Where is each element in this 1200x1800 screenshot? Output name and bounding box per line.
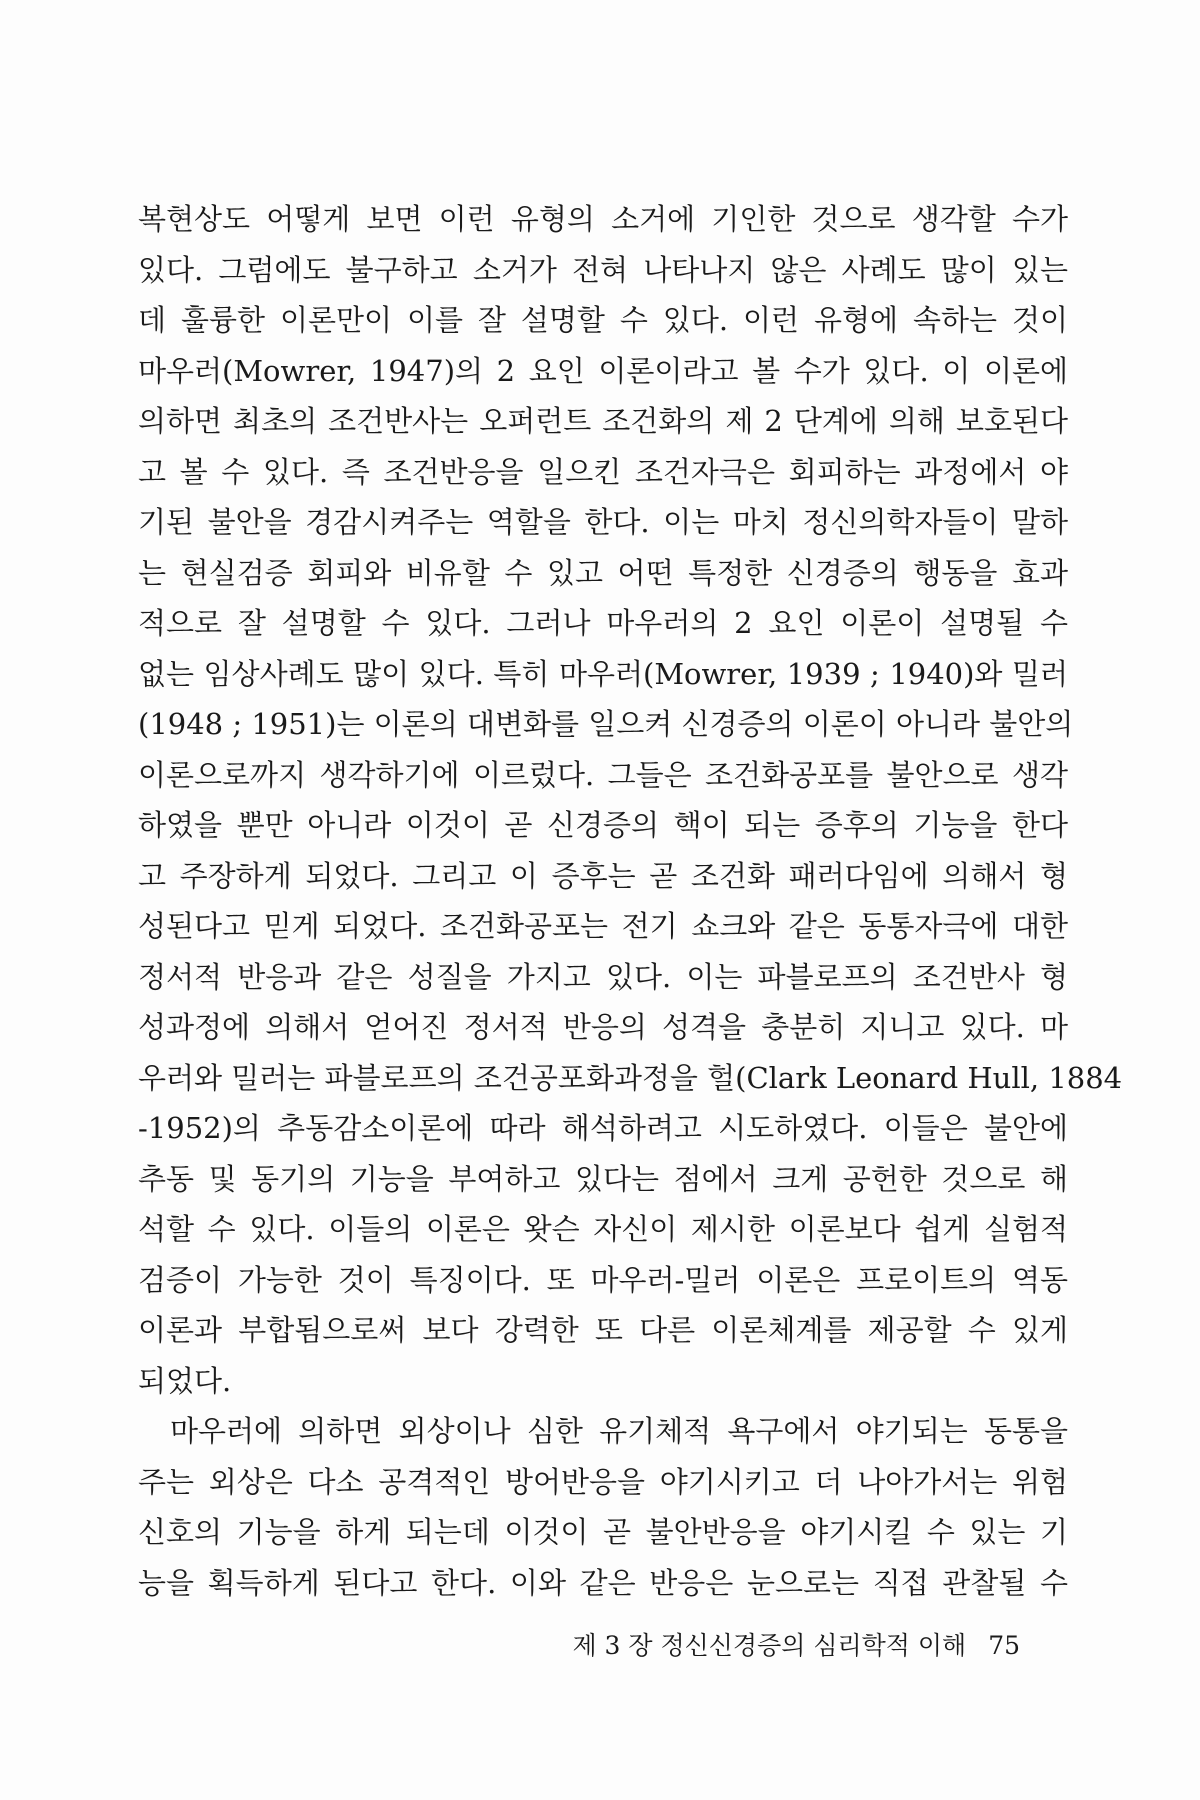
text-line: 기된 불안을 경감시켜주는 역할을 한다. 이는 마치 정신의학자들이 말하 [138, 505, 1068, 539]
text-line: 고 볼 수 있다. 즉 조건반응을 일으킨 조건자극은 회피하는 과정에서 야 [138, 454, 1068, 489]
text-line: 정서적 반응과 같은 성질을 가지고 있다. 이는 파블로프의 조건반사 형 [138, 959, 1068, 994]
body-text [138, 194, 1123, 1608]
text-line: (1948 ; 1951)는 이론의 대변화를 일으켜 신경증의 이론이 아니라 불안의 [138, 707, 1074, 741]
text-line: -1952)의 추동감소이론에 따라 해석하려고 시도하였다. 이들은 불안에 [138, 1111, 1068, 1145]
text-line: 되었다. [138, 1363, 232, 1398]
text-line: 우러와 밀러는 파블로프의 조건공포화과정을 헐(Clark Leonard Hull, 1884 [138, 1060, 1123, 1095]
text-line: 의하면 최초의 조건반사는 오퍼런트 조건화의 제 2 단계에 의해 보호된다 [138, 404, 1068, 438]
paragraph-start-line: 마우러에 의하면 외상이나 심한 유기체적 욕구에서 야기되는 동통을 [170, 1414, 1068, 1448]
text-line: 있다. 그럼에도 불구하고 소거가 전혀 나타나지 않은 사례도 많이 있는 [138, 252, 1068, 287]
text-line: 복현상도 어떻게 보면 이런 유형의 소거에 기인한 것으로 생각할 수가 [138, 202, 1068, 236]
chapter-title: 제 3 장 정신신경증의 심리학적 이해 [572, 1631, 967, 1660]
text-line: 없는 임상사례도 많이 있다. 특히 마우러(Mowrer, 1939 ; 1940)와 밀러 [138, 656, 1068, 691]
text-line: 성된다고 믿게 되었다. 조건화공포는 전기 쇼크와 같은 동통자극에 대한 [138, 909, 1068, 943]
text-line: 마우러(Mowrer, 1947)의 2 요인 이론이라고 볼 수가 있다. 이 이론에 [138, 353, 1068, 388]
text-line: 검증이 가능한 것이 특징이다. 또 마우러-밀러 이론은 프로이트의 역동 [138, 1262, 1068, 1297]
text-line: 고 주장하게 되었다. 그리고 이 증후는 곧 조건화 패러다임에 의해서 형 [138, 858, 1068, 893]
running-footer [550, 1624, 1020, 1668]
text-line: 신호의 기능을 하게 되는데 이것이 곧 불안반응을 야기시킬 수 있는 기 [138, 1515, 1068, 1549]
text-line: 는 현실검증 회피와 비유할 수 있고 어떤 특정한 신경증의 행동을 효과 [138, 555, 1068, 590]
text-line: 이론으로까지 생각하기에 이르렀다. 그들은 조건화공포를 불안으로 생각 [138, 757, 1068, 792]
text-line: 주는 외상은 다소 공격적인 방어반응을 야기시키고 더 나아가서는 위험 [138, 1464, 1068, 1499]
text-line: 이론과 부합됨으로써 보다 강력한 또 다른 이론체계를 제공할 수 있게 [138, 1313, 1068, 1347]
text-line: 능을 획득하게 된다고 한다. 이와 같은 반응은 눈으로는 직접 관찰될 수 [138, 1565, 1068, 1600]
text-line: 데 훌륭한 이론만이 이를 잘 설명할 수 있다. 이런 유형에 속하는 것이 [138, 303, 1068, 337]
text-line: 성과정에 의해서 얻어진 정서적 반응의 성격을 충분히 지니고 있다. 마 [138, 1010, 1068, 1044]
text-line: 석할 수 있다. 이들의 이론은 왓슨 자신이 제시한 이론보다 쉽게 실험적 [138, 1212, 1068, 1246]
text-line: 추동 및 동기의 기능을 부여하고 있다는 점에서 크게 공헌한 것으로 해 [138, 1161, 1068, 1196]
text-line: 하였을 뿐만 아니라 이것이 곧 신경증의 핵이 되는 증후의 기능을 한다 [138, 808, 1068, 842]
text-line: 적으로 잘 설명할 수 있다. 그러나 마우러의 2 요인 이론이 설명될 수 [138, 606, 1068, 640]
page-number: 75 [988, 1631, 1020, 1660]
